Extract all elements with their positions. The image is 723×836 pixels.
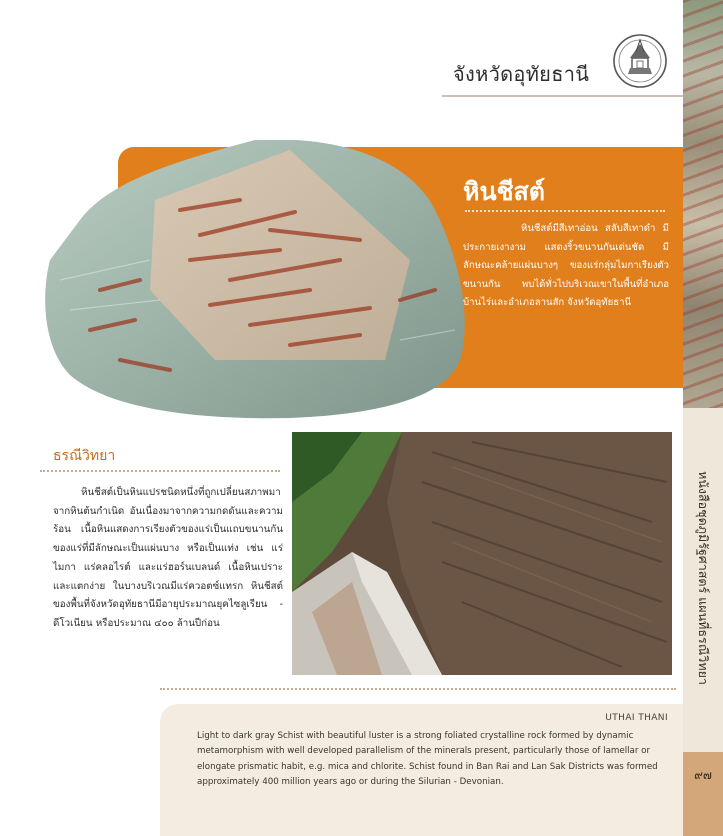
header-rule: [442, 95, 683, 97]
title-dotted-rule: [465, 210, 665, 212]
geology-dotted-rule: [40, 470, 280, 472]
schist-rock-image: [40, 140, 472, 420]
summary-text: Light to dark gray Schist with beautiful luster is a strong foliated crystalline rock formed by dynamic metamorphism with well developed parallelism of the minerals present, particularly those of lamellar or elongate prismatic habit, e.g. mica and chlorite. Schist found in Ban Rai and Lan Sak Districts was formed approximately 400 million years ago or during the Silurian - Devonian.: [197, 731, 658, 787]
schist-outcrop-photo: [292, 432, 672, 675]
rock-description: หินชีสต์มีสีเทาอ่อน สลับสีเทาดำ มีประกายเงางาม แสดงริ้วขนานกันเด่นชัด มีลักษณะคล้ายแผ่นบางๆ ของแร่กลุ่มไมกาเรียงตัวขนานกัน พบได้ทั่วไปบริเวณเขาในพื้นที่อำเภอบ้านไร่และอำเภอลานสัก จังหวัดอุทัยธานี: [463, 223, 669, 309]
geology-heading: ธรณีวิทยา: [53, 448, 116, 464]
province-title: จังหวัดอุทัยธานี: [453, 62, 590, 86]
sidebar-book-title: หนังสือชุดภูมิรัฐศาสตร์ แผนที่ธรณีวิทยา: [696, 471, 711, 685]
rock-title: หินชีสต์: [463, 177, 546, 206]
summary-dotted-rule: [160, 688, 676, 690]
page-number: ๙๗: [694, 768, 712, 782]
edge-rock-photo: [683, 0, 723, 408]
page-number-box: [683, 752, 723, 836]
summary-region-label: UTHAI THANI: [605, 713, 668, 723]
province-seal-icon: [610, 32, 670, 90]
geology-body: หินชีสต์เป็นหินแปรชนิดหนึ่งที่ถูกเปลี่ยนสภาพมาจากหินต้นกำเนิด อันเนื่องมาจากความกดดันและความร้อน เนื้อหินแสดงการเรียงตัวของแร่เป็นแถบขนานกันของแร่ที่มีลักษณะเป็นแผ่นบาง หรือเป็นแท่ง เช่น แร่ไมกา แร่คลอไรต์ และแร่ฮอร์นเบลนด์ เนื้อหินเปราะและแตกง่าย ในบางบริเวณมีแร่ควอตซ์แทรก หินชีสต์ของพื้นที่จังหวัดอุทัยธานีมีอายุประมาณยุคไซลูเรียน - ดีโวเนียน หรือประมาณ ๔๐๐ ล้านปีก่อน: [53, 487, 283, 629]
